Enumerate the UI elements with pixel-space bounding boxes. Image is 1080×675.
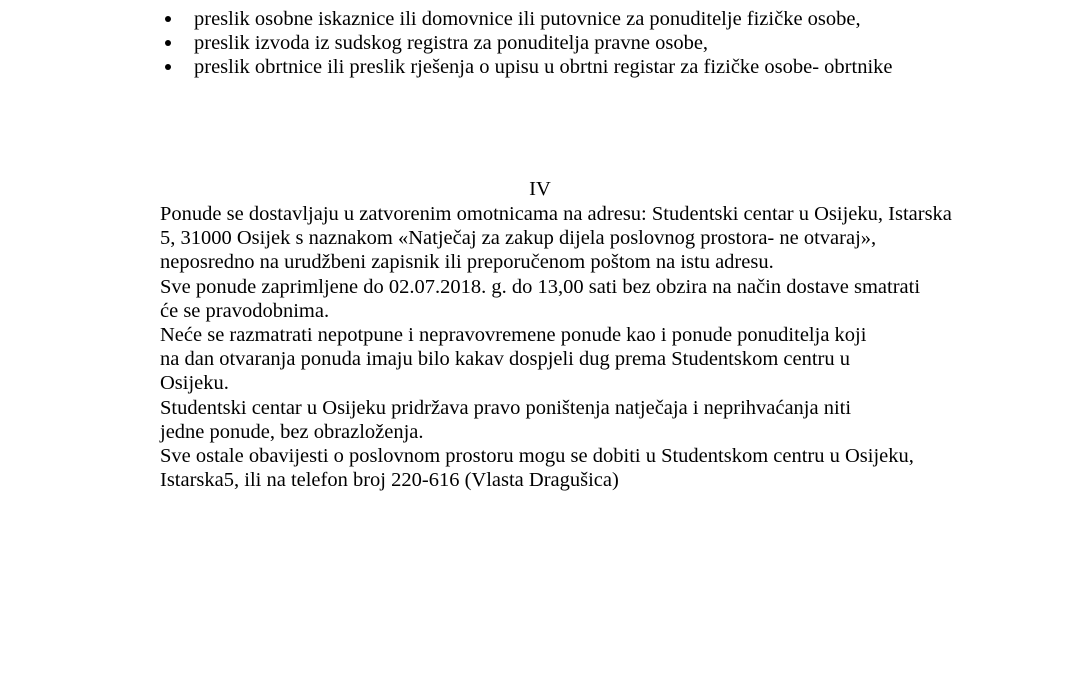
requirements-list [160, 7, 980, 79]
section-body [160, 202, 960, 492]
list-item [160, 31, 954, 55]
paragraph-submission: Ponude se dostavljaju u zatvorenim omotnicama na adresu: Studentski centar u Osijeku, Istarska 5, 31000 Osijek s naznakom «Natječaj za zakup dijela poslovnog prostora- ne otvaraj», neposredno na urudžbeni zapisnik ili preporučenom poštom na istu adresu. [160, 203, 952, 274]
list-item-text: preslik izvoda iz sudskog registra za ponuditelja pravne osobe, [194, 32, 709, 54]
paragraph-contact: Sve ostale obavijesti o poslovnom prostoru mogu se dobiti u Studentskom centru u Osijeku, Istarska5, ili na telefon broj 220-616 (Vlasta Dragušica) [160, 445, 914, 492]
list-item [160, 55, 914, 79]
bullet-icon [165, 40, 171, 46]
paragraph-deadline: Sve ponude zaprimljene do 02.07.2018. g. do 13,00 sati bez obzira na način dostave smatrati će se pravodobnima. [160, 275, 921, 322]
paragraph-cancellation: Studentski centar u Osijeku pridržava pravo poništenja natječaja i neprihvaćanja niti jedne ponude, bez obrazloženja. [160, 396, 852, 443]
list-item-text: preslik obrtnice ili preslik rješenja o upisu u obrtni registar za fizičke osobe- obrtnike [194, 56, 893, 78]
bullet-icon [165, 64, 171, 70]
list-item [160, 7, 954, 31]
bullet-icon [165, 16, 171, 22]
section-heading: IV [529, 178, 551, 200]
list-item-text: preslik osobne iskaznice ili domovnice ili putovnice za ponuditelje fizičke osobe, [194, 8, 861, 30]
paragraph-rejection: Neće se razmatrati nepotpune i nepravovremene ponude kao i ponude ponuditelja koji na dan otvaranja ponuda imaju bilo kakav dospjeli dug prema Studentskom centru u Osijeku. [160, 324, 867, 395]
